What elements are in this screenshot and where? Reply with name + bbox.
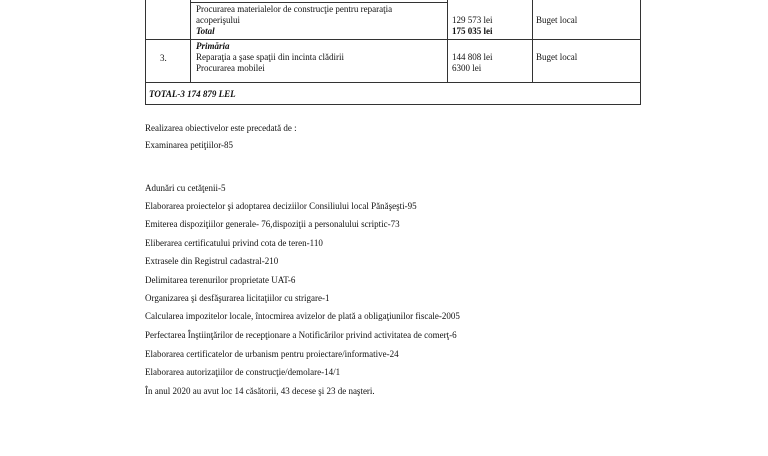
grand-total: TOTAL-3 174 879 LEL [149, 89, 236, 99]
row3-amount-2: 6300 lei [452, 63, 482, 73]
list-item: Perfectarea Înştiinţărilor de recepţionare a Notificărilor privind activitatea de comerţ-6 [145, 330, 457, 340]
table-row-divider [145, 39, 641, 40]
list-item: Adunări cu cetăţenii-5 [145, 183, 226, 193]
table-col-divider-2 [447, 0, 448, 82]
row2-total-label: Total [196, 26, 215, 36]
row2-amount: 129 573 lei [452, 15, 493, 25]
list-item: Emiterea dispoziţiilor generale- 76,dispoziţii a personalului scriptic-73 [145, 219, 400, 229]
row3-heading: Primăria [196, 41, 230, 51]
row2-activity-line-2: acoperişului [196, 15, 240, 25]
list-item: Elaborarea autorizaţiilor de construcţie/demolare-14/1 [145, 367, 341, 377]
row3-number: 3. [160, 53, 167, 63]
summary-line: În anul 2020 au avut loc 14 căsătorii, 43 decese şi 23 de naşteri. [145, 386, 375, 396]
list-item: Elaborarea proiectelor şi adoptarea deciziilor Consiliului local Pănăşeşti-95 [145, 201, 417, 211]
row2-activity-line-1: Procurarea materialelor de construcţie pentru reparaţia [196, 4, 393, 14]
row3-amount-1: 144 808 lei [452, 52, 493, 62]
intro-line: Realizarea obiectivelor este precedată de : [145, 123, 297, 133]
table-col-divider-1 [190, 0, 191, 82]
table-border-left [145, 0, 146, 104]
list-item: Delimitarea terenurilor proprietate UAT-6 [145, 275, 296, 285]
table-col-divider-3 [532, 0, 533, 82]
table-inner-rule [190, 2, 447, 3]
list-item: Organizarea şi desfăşurarea licitaţiilor cu strigare-1 [145, 293, 330, 303]
list-item: Elaborarea certificatelor de urbanism pentru proiectare/informative-24 [145, 349, 399, 359]
list-item: Extrasele din Registrul cadastral-210 [145, 256, 279, 266]
table-border-bottom [145, 104, 641, 105]
row3-activity-line-2: Procurarea mobilei [196, 63, 265, 73]
list-item: Calcularea impozitelor locale, întocmirea avizelor de plată a obligaţiunilor fiscale-2005 [145, 311, 460, 321]
list-item: Eliberarea certificatului privind cota de teren-110 [145, 238, 323, 248]
list-item: Examinarea petiţiilor-85 [145, 140, 234, 150]
table-border-right [640, 0, 641, 104]
table-row-divider [145, 82, 641, 83]
row2-source: Buget local [536, 15, 578, 25]
row2-total-amount: 175 035 lei [452, 26, 493, 36]
row3-source: Buget local [536, 52, 578, 62]
row3-activity-line-1: Reparaţia a şase spaţii din incinta clădirii [196, 52, 344, 62]
